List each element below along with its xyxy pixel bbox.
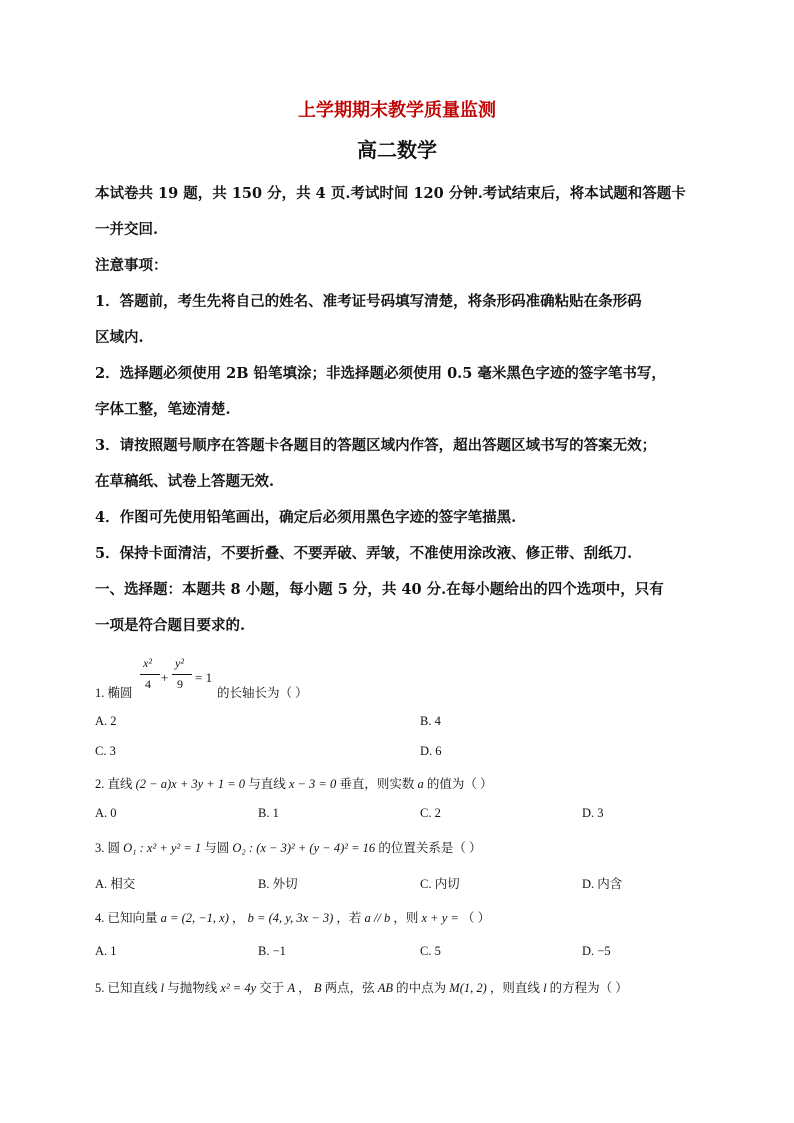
q1-option-d: D. 6 [420,744,442,758]
q4-text-a: 4. 已知向量 [95,911,158,925]
note-3-line-1: 3．请按照题号顺序在答题卡各题目的答题区域内作答，超出答题区域书写的答案无效； [95,437,657,454]
q4-option-c: C. 5 [420,944,441,958]
q3-text-a: 3. 圆 [95,841,121,855]
q3-option-a: A. 相交 [95,877,136,891]
q2-text-b: 与直线 [248,777,286,791]
q2-text-d: 的值为（ ） [426,777,493,791]
q4-text-c: ，若 [336,911,362,925]
note-3-line-2: 在草稿纸、试卷上答题无效. [95,473,275,490]
q3-option-c: C. 内切 [420,877,460,891]
q5-text-g: ，则直线 [489,981,540,995]
q3-stem [95,838,481,856]
note-1-line-1: 1．答题前，考生先将自己的姓名、准考证号码填写清楚，将条形码准确粘贴在条形码 [95,293,642,310]
q5-math-f: M(1, 2) [449,981,487,995]
q4-math-a: a = (2, −1, x) [160,911,229,925]
q2-math-a: (2 − a)x + 3y + 1 = 0 [135,777,246,791]
q1-fraction-2 [172,656,194,696]
q4-option-a: A. 1 [95,944,117,958]
subject-title: 高二数学 [357,138,437,162]
exam-title: 上学期期末教学质量监测 [298,100,496,121]
q3-math-a: O₁ : x² + y² = 1 [123,841,202,855]
q5-math-g: l [543,981,547,995]
q2-option-a: A. 0 [95,806,117,820]
q5-math-e: AB [377,981,394,995]
q1-option-a: A. 2 [95,714,117,728]
q5-math-c: A [287,981,296,995]
q5-text-b: 与抛物线 [167,981,218,995]
q4-text-d: ，则 [393,911,419,925]
intro-line-2: 一并交回. [95,221,159,238]
q5-math-a: l [160,981,165,995]
q1-option-c: C. 3 [95,744,116,758]
q3-text-b: 与圆 [204,841,230,855]
q1-option-b: B. 4 [420,714,441,728]
q3-option-d: D. 内含 [582,877,623,891]
section1-line-1: 一、选择题：本题共 8 小题，每小题 5 分，共 40 分.在每小题给出的四个选项中，只有 [95,581,664,598]
q2-option-b: B. 1 [258,806,279,820]
q1-prefix: 1. 椭圆 [95,686,133,700]
q5-math-d: B [313,981,322,995]
q4-math-c: a // b [364,911,391,925]
q4-text-e: （ ） [461,911,491,925]
q5-text-c: 交于 [259,981,285,995]
q1-equals: = 1 [195,670,213,685]
note-5: 5．保持卡面清洁，不要折叠、不要弄破、弄皱，不准使用涂改液、修正带、刮纸刀. [95,545,633,562]
q1-plus: + [161,670,169,685]
q5-text-e: 两点，弦 [324,981,375,995]
q3-math-b: O₂ : (x − 3)² + (y − 4)² = 16 [232,841,376,855]
note-2-line-1: 2．选择题必须使用 2B 铅笔填涂；非选择题必须使用 0.5 毫米黑色字迹的签字笔书写， [95,365,666,382]
q2-text-c: 垂直，则实数 [339,777,415,791]
q1-suffix: 的长轴长为（ ） [217,686,308,700]
q1-frac1-numerator: x² [143,656,152,670]
intro-line-1: 本试卷共 19 题，共 150 分，共 4 页.考试时间 120 分钟.考试结束后，将本试题和答题卡 [95,185,686,202]
fraction-bar [172,674,192,675]
q4-stem [95,908,490,926]
q3-option-b: B. 外切 [258,877,298,891]
q1-frac1-denominator: 4 [145,677,151,691]
fraction-bar [140,674,160,675]
q2-text-a: 2. 直线 [95,777,133,791]
q2-option-c: C. 2 [420,806,441,820]
q5-stem [95,978,628,996]
q1-fraction-1 [140,656,162,696]
note-1-line-2: 区域内. [95,329,144,346]
q3-text-c: 的位置关系是（ ） [378,841,482,855]
note-2-line-2: 字体工整，笔迹清楚. [95,401,231,418]
q5-math-b: x² = 4y [220,981,257,995]
q5-text-d: ， [298,981,311,995]
q2-option-d: D. 3 [582,806,604,820]
section1-line-2: 一项是符合题目要求的. [95,617,246,634]
q5-text-a: 5. 已知直线 [95,981,158,995]
notes-heading: 注意事项： [95,257,168,274]
q4-math-d: x + y = [421,911,459,925]
q4-option-d: D. −5 [582,944,611,958]
q2-stem [95,774,493,792]
q4-option-b: B. −1 [258,944,286,958]
q5-text-f: 的中点为 [396,981,447,995]
q4-text-b: ， [232,911,245,925]
q4-math-b: b = (4, y, 3x − 3) [247,911,334,925]
q2-math-c: a [417,777,424,791]
q2-math-b: x − 3 = 0 [288,777,337,791]
note-4: 4．作图可先使用铅笔画出，确定后必须用黑色字迹的签字笔描黑. [95,509,517,526]
q1-frac2-numerator: y² [175,656,184,670]
q1-frac2-denominator: 9 [177,677,183,691]
q5-text-h: 的方程为（ ） [549,981,628,995]
